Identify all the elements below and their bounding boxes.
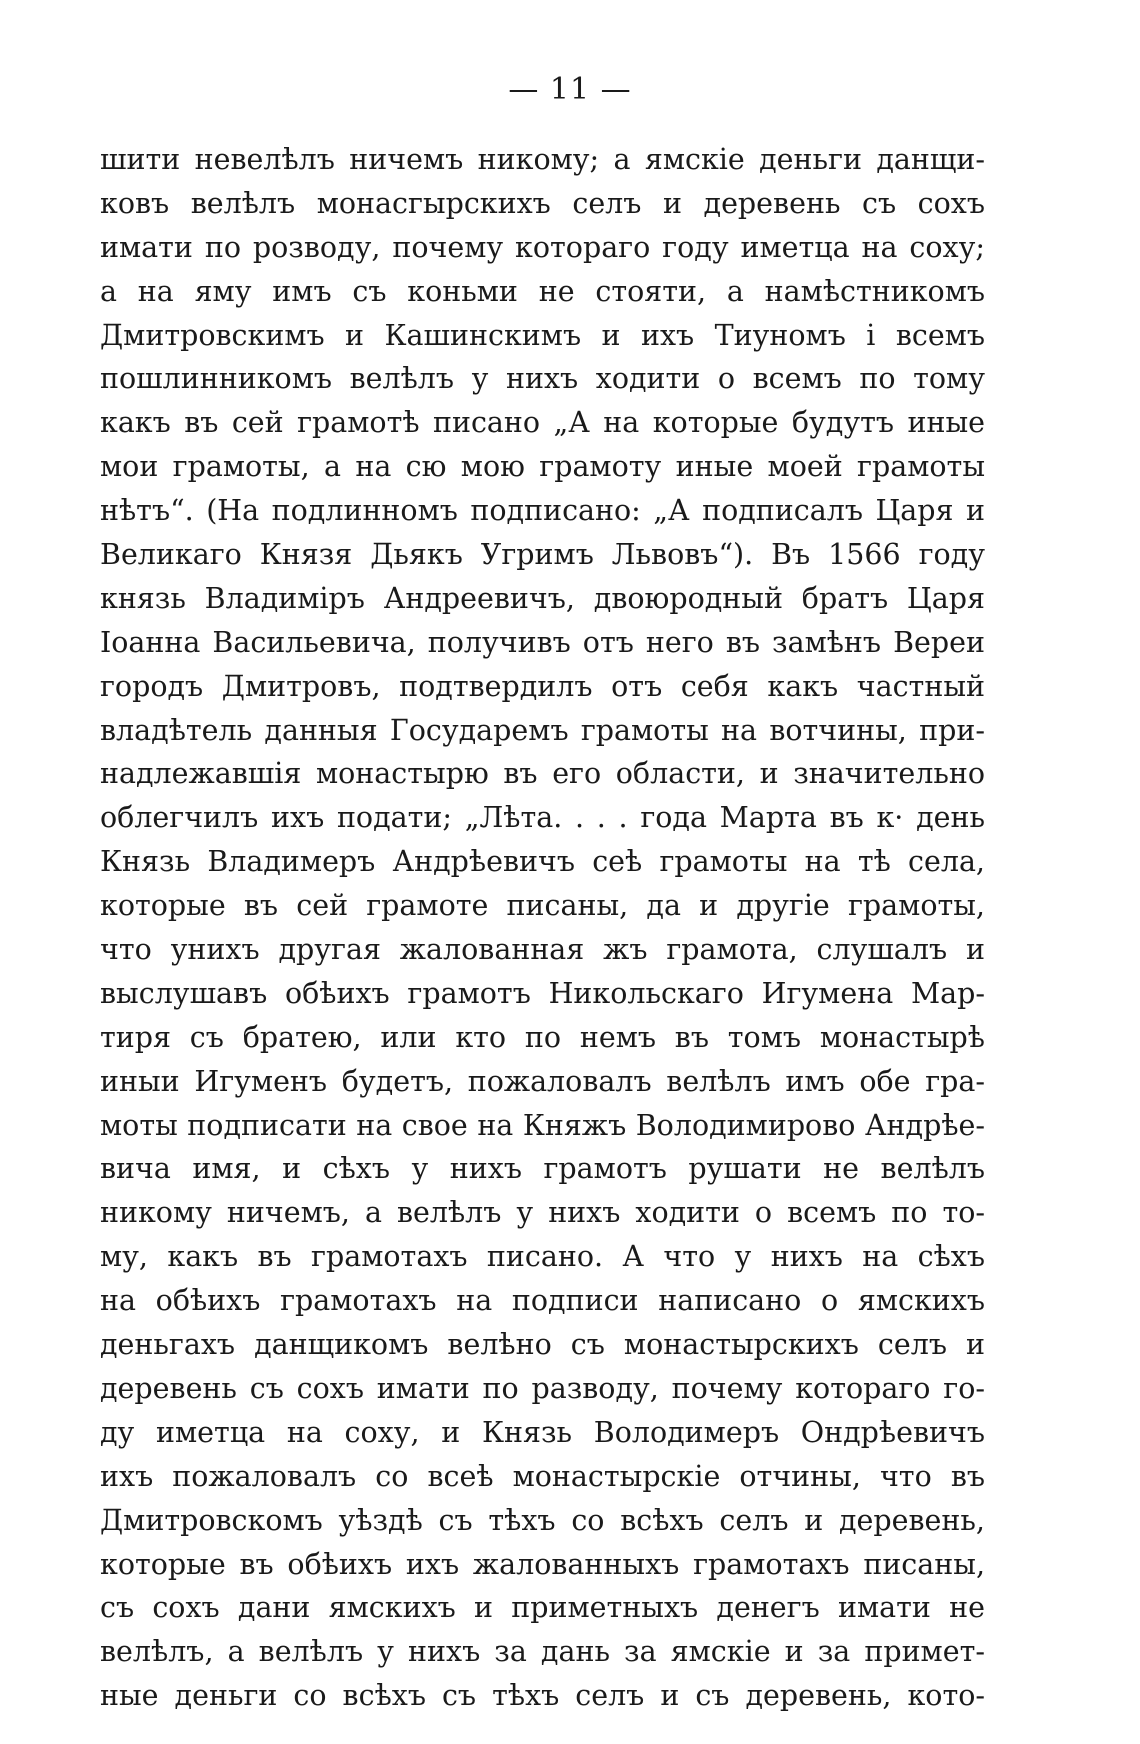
- text-line: ковъ велѣлъ монасгырскихъ селъ и деревень съ сохъ: [100, 186, 985, 220]
- text-line: деревень съ сохъ имати по разводу, почему котораго го-: [100, 1371, 985, 1405]
- text-line: владѣтель данныя Государемъ грамоты на вотчины, при-: [100, 713, 985, 747]
- text-line: имати по розводу, почему котораго году иметца на соху;: [100, 230, 985, 264]
- text-line: Князь Владимеръ Андрѣевичъ сеѣ грамоты на тѣ села,: [100, 845, 985, 879]
- text-line: Дмитровскомъ уѣздѣ съ тѣхъ со всѣхъ селъ и деревень,: [100, 1503, 985, 1537]
- text-line: никому ничемъ, а велѣлъ у нихъ ходити о всемъ по то-: [100, 1196, 985, 1230]
- text-line: пошлинникомъ велѣлъ у нихъ ходити о всемъ по тому: [100, 362, 985, 396]
- text-line: надлежавшія монастырю въ его области, и значительно: [100, 757, 985, 791]
- text-line: Іоанна Васильевича, получивъ отъ него въ замѣнъ Вереи: [100, 625, 985, 659]
- body-text: [100, 138, 985, 1718]
- text-line: ные деньги со всѣхъ съ тѣхъ селъ и съ деревень, кото-: [100, 1679, 985, 1713]
- text-line: моты подписати на свое на Княжъ Володимирово Андрѣе-: [100, 1108, 985, 1142]
- text-line: князь Владимiръ Андреевичъ, двоюродный братъ Царя: [100, 581, 985, 615]
- text-line: Дмитровскимъ и Кашинскимъ и ихъ Тиуномъ і всемъ: [100, 318, 985, 352]
- text-line: Великаго Князя Дьякъ Угримъ Львовъ“). Въ 1566 году: [100, 538, 985, 572]
- page-number: — 11 —: [508, 72, 632, 107]
- text-line: шити невелѣлъ ничемъ никому; а ямскіе деньги данщи-: [100, 143, 985, 176]
- text-line: которые въ сей грамоте писаны, да и другіе грамоты,: [100, 889, 985, 923]
- text-line: ду иметца на соху, и Князь Володимеръ Ондрѣевичъ: [100, 1415, 985, 1449]
- text-line: городъ Дмитровъ, подтвердилъ отъ себя какъ частный: [100, 669, 985, 703]
- text-line: которые въ обѣихъ ихъ жалованныхъ грамотахъ писаны,: [100, 1547, 985, 1581]
- text-line: иныи Игуменъ будетъ, пожаловалъ велѣлъ имъ обе гра-: [100, 1064, 985, 1098]
- text-line: мои грамоты, а на сю мою грамоту иные моей грамоты: [100, 450, 985, 484]
- text-line: нѣтъ“. (На подлинномъ подписано: „А подписалъ Царя и: [100, 494, 985, 528]
- text-line: съ сохъ дани ямскихъ и приметныхъ денегъ имати не: [100, 1591, 985, 1625]
- text-line: выслушавъ обѣихъ грамотъ Никольскаго Игумена Мар-: [100, 976, 985, 1010]
- text-line: вича имя, и сѣхъ у нихъ грамотъ рушати не велѣлъ: [100, 1152, 985, 1186]
- text-line: деньгахъ данщикомъ велѣно съ монастырскихъ селъ и: [100, 1328, 985, 1362]
- text-line: на обѣихъ грамотахъ на подписи написано о ямскихъ: [100, 1284, 985, 1318]
- text-line: что унихъ другая жалованная жъ грамота, слушалъ и: [100, 933, 985, 967]
- text-line: му, какъ въ грамотахъ писано. А что у нихъ на сѣхъ: [100, 1240, 985, 1274]
- text-line: облегчилъ ихъ подати; „Лѣта. . . . года Марта въ к· день: [100, 801, 985, 835]
- text-line: тиря съ братею, или кто по немъ въ томъ монастырѣ: [100, 1020, 985, 1054]
- text-line: а на яму имъ съ коньми не стояти, а намѣстникомъ: [100, 274, 985, 308]
- text-line: какъ въ сей грамотѣ писано „А на которые будутъ иные: [100, 406, 985, 440]
- text-line: велѣлъ, а велѣлъ у нихъ за дань за ямскіе и за примет-: [100, 1635, 985, 1669]
- text-line: ихъ пожаловалъ со всеѣ монастырскіе отчины, что въ: [100, 1459, 985, 1493]
